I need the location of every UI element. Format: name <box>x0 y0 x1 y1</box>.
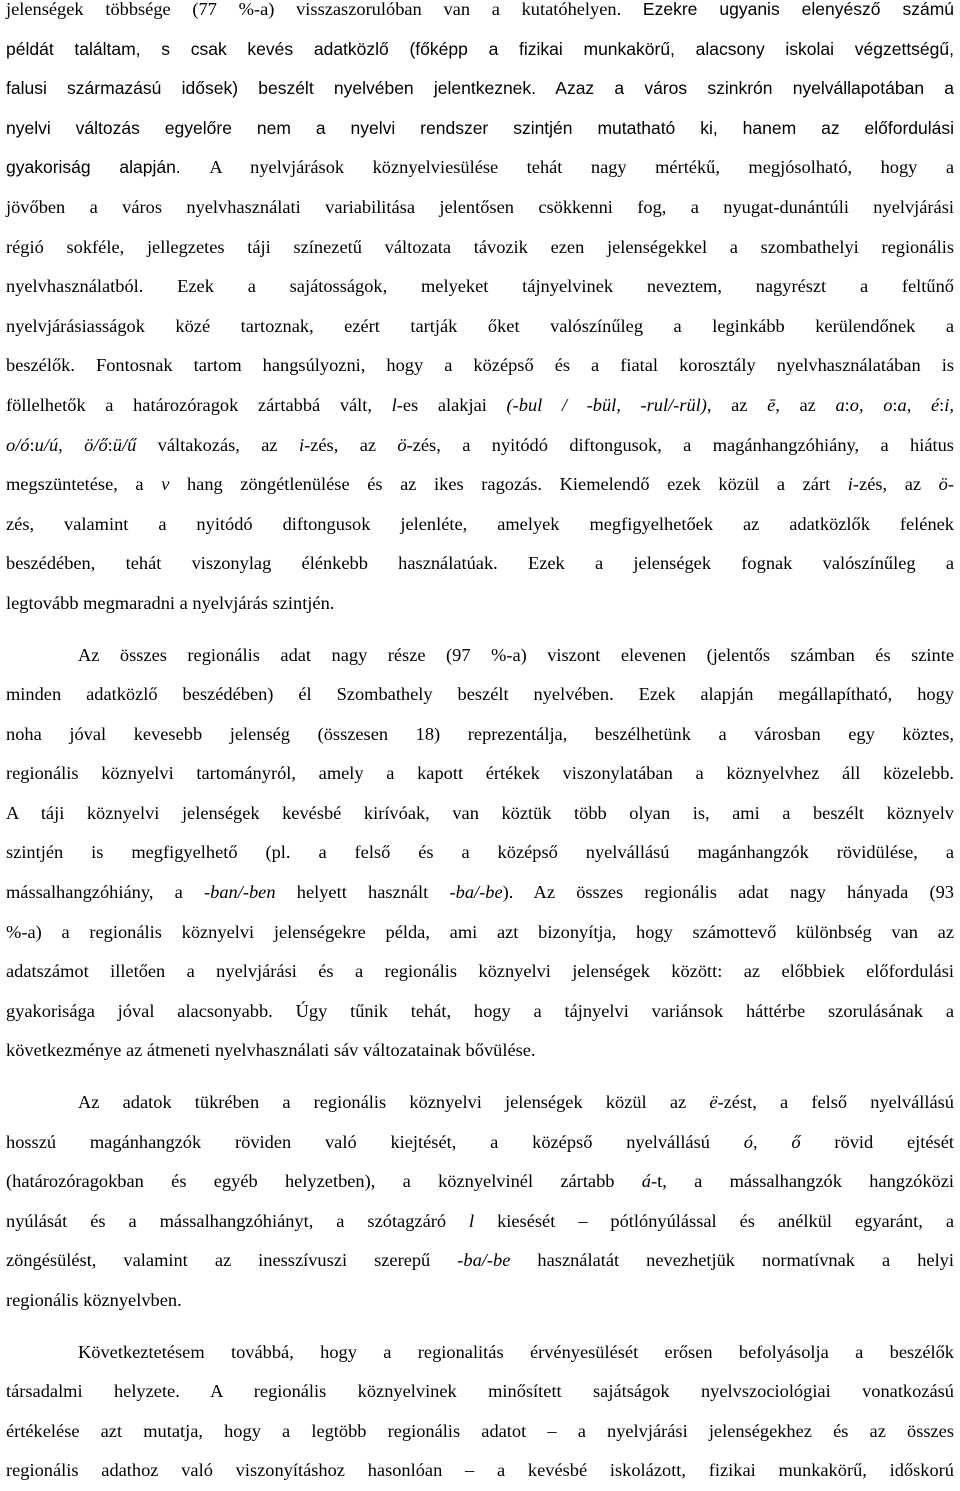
italic-text: i <box>847 474 853 495</box>
text-line <box>6 873 954 913</box>
text-run: az <box>779 394 836 415</box>
text-run: A táji köznyelvi jelenségek kevésbé kirívóak, van köztük több olyan is, ami a beszélt köznyelv <box>6 802 954 823</box>
text-run: példát találtam, s csak kevés adatközlő (főképp a fizikai munkakörű, alacsony iskolai végzettségű, <box>6 38 954 59</box>
text-run: : <box>892 394 898 415</box>
italic-text: u/ú, <box>34 434 63 455</box>
text-line <box>6 346 954 386</box>
italic-text: i, <box>944 394 954 415</box>
italic-text: ü/ű <box>112 434 137 455</box>
text-line <box>6 109 954 149</box>
text-run: zés, valamint a nyitódó diftongusok jelenléte, amelyek megfigyelhetőek az adatközlők felének <box>6 513 954 534</box>
text-line <box>6 1372 954 1412</box>
text-line <box>6 426 954 466</box>
text-line <box>6 1031 954 1071</box>
text-run: : <box>107 434 113 455</box>
text-line <box>6 1162 954 1202</box>
text-run: : <box>29 434 35 455</box>
text-run: rövid ejtését <box>800 1131 954 1152</box>
italic-text: -ba/-be <box>449 882 503 903</box>
text-run: %-a) a regionális köznyelvi jelenségekre példa, ami azt bizonyítja, hogy számottevő különbség van az <box>6 921 954 942</box>
text-run: : <box>844 394 850 415</box>
text-line <box>6 465 954 505</box>
text-line <box>6 148 954 188</box>
text-run: ). Az összes regionális adat nagy hányada (93 <box>502 882 954 903</box>
text-run: Következtetésem továbbá, hogy a regionalitás érvényesülését erősen befolyásolja a beszélők <box>78 1341 954 1362</box>
text-run: szintjén is megfigyelhető (pl. a felső és a középső nyelvállású magánhangzók rövidülése, a <box>6 842 954 863</box>
text-run: -zés, az <box>304 434 398 455</box>
italic-text: -ba/-be <box>457 1250 511 1271</box>
text-run: társadalmi helyzete. A regionális köznyelvinek minősített sajátságok nyelvszociológiai vonatkozású <box>6 1381 954 1402</box>
italic-text: (-bul / -bül, -rul/-rül) <box>506 394 707 415</box>
italic-text: o/ó <box>6 434 30 455</box>
italic-text: l <box>469 1210 475 1231</box>
text-run <box>864 395 884 415</box>
text-run: nyelvjárásiasságok közé tartoznak, ezért tartják őket valószínűleg a leginkább kerülendőnek a <box>6 315 954 336</box>
text-line <box>6 544 954 584</box>
italic-text: ö <box>397 434 407 455</box>
text-run: értékelése azt mutatja, hogy a legtöbb regionális adatot – a nyelvjárási jelenségekhez és az összes <box>6 1420 954 1441</box>
text-line <box>6 675 954 715</box>
text-line <box>6 1412 954 1452</box>
text-run: : <box>939 394 945 415</box>
text-run: regionális köznyelvi tartományról, amely a kapott értékek viszonylatában a köznyelvhez áll közelebb. <box>6 763 954 784</box>
text-run: A nyelvjárások köznyelviesülése tehát nagy mértékű, megjósolható, hogy a <box>209 157 954 178</box>
text-run: adatszámot illetően a nyelvjárási és a regionális köznyelvi jelenségek között: az előbbiek előfordulási <box>6 961 954 982</box>
italic-text: ö/ő <box>84 434 108 455</box>
text-line <box>6 188 954 228</box>
text-run: következménye az átmeneti nyelvhasználati sáv változatainak bővülése. <box>6 1040 536 1061</box>
italic-text: ó, ő <box>743 1131 801 1152</box>
italic-text: -ban/-ben <box>204 882 276 903</box>
text-run: Ezekre ugyanis elenyésző számú <box>642 0 954 19</box>
italic-text: v <box>161 474 170 495</box>
text-line <box>6 636 954 676</box>
text-run: jövőben a város nyelvhasználati variabilitása jelentősen csökkenni fog, a nyugat-dunántúli nyelvjárási <box>6 196 954 217</box>
text-run: -zés, az <box>852 474 939 495</box>
text-run: -t, a mássalhangzók hangzóközi <box>650 1171 954 1192</box>
italic-text: ē, <box>767 394 780 415</box>
italic-text: o <box>883 394 893 415</box>
text-run: zöngésülést, valamint az inesszívuszi szerepű <box>6 1250 458 1271</box>
text-line <box>6 30 954 70</box>
text-run: legtovább megmaradni a nyelvjárás szintjén. <box>6 592 335 613</box>
text-run: gyakoriság alapján. <box>6 157 210 178</box>
text-line <box>6 1333 954 1373</box>
text-run: -es alakjai <box>396 394 507 415</box>
text-run: föllelhetők a határozóragok zártabbá vált, <box>6 394 392 415</box>
text-line <box>6 307 954 347</box>
text-run: helyett használt <box>275 882 450 903</box>
text-run <box>911 395 931 415</box>
text-line <box>6 992 954 1032</box>
text-run: váltakozás, az <box>136 434 299 455</box>
text-line <box>6 754 954 794</box>
text-run: -zést, a felső nyelvállású <box>717 1092 955 1113</box>
text-line <box>6 267 954 307</box>
text-line <box>6 0 954 30</box>
text-run: Az összes regionális adat nagy része (97 %-a) viszont elevenen (jelentős számban és szinte <box>78 644 954 665</box>
text-run: hosszú magánhangzók röviden való kiejtését, a középső nyelvállású <box>6 1131 744 1152</box>
text-line <box>6 584 954 624</box>
text-run: noha jóval kevesebb jelenség (összesen 18) reprezentálja, beszélhetünk a városban egy köztes, <box>6 723 954 744</box>
italic-text: a <box>835 394 845 415</box>
text-run: -zés, a nyitódó diftongusok, a magánhangzóhiány, a hiátus <box>406 434 954 455</box>
document-body <box>6 0 954 1491</box>
text-line <box>6 386 954 426</box>
italic-text: o, <box>849 394 864 415</box>
text-run: nyelvhasználatból. Ezek a sajátosságok, melyeket tájnyelvinek neveztem, nagyrészt a feltűnő <box>6 276 954 297</box>
text-run: falusi származású idősek) beszélt nyelvében jelentkeznek. Azaz a város szinkrón nyelvállapotában a <box>6 78 954 99</box>
text-line <box>6 952 954 992</box>
text-run: nyúlását és a mássalhangzóhiányt, a szótagzáró <box>6 1210 470 1231</box>
text-run: minden adatközlő beszédében) él Szombathely beszélt nyelvében. Ezek alapján megállapítható, hogy <box>6 684 954 705</box>
text-run: jelenségek többsége (77 %-a) visszaszorulóban van a kutatóhelyen. <box>6 0 643 19</box>
text-run: beszélők. Fontosnak tartom hangsúlyozni, hogy a középső és a fiatal korosztály nyelvhasználatában is <box>6 355 954 376</box>
text-run: (határozóragokban és egyéb helyzetben), a köznyelvinél zártabb <box>6 1171 642 1192</box>
italic-text: é <box>930 394 940 415</box>
italic-text: i <box>298 434 305 455</box>
italic-text: ë <box>709 1092 718 1113</box>
text-run: gyakorisága jóval alacsonyabb. Úgy tűnik tehát, hogy a tájnyelvi variánsok háttérbe szorulásának a <box>6 1000 954 1021</box>
text-run: - <box>947 474 954 495</box>
italic-text: ö <box>938 474 948 495</box>
text-line <box>6 794 954 834</box>
text-line <box>6 69 954 109</box>
text-line <box>6 1202 954 1242</box>
text-line <box>6 1083 954 1123</box>
text-run: megszüntetése, a <box>6 474 162 495</box>
text-run: mássalhangzóhiány, a <box>6 882 205 903</box>
text-run <box>63 435 84 455</box>
text-line <box>6 1123 954 1163</box>
text-run: regionális köznyelvben. <box>6 1290 182 1310</box>
text-line <box>6 228 954 268</box>
italic-text: l <box>391 394 397 415</box>
italic-text: a, <box>897 394 912 415</box>
text-line <box>6 505 954 545</box>
text-run: hang zöngétlenülése és az ikes ragozás. Kiemelendő ezek közül a zárt <box>169 474 848 495</box>
text-run: kiesését – pótlónyúlással és anélkül egyaránt, a <box>474 1210 954 1231</box>
text-line <box>6 833 954 873</box>
text-line <box>6 1281 954 1321</box>
text-run: regionális adathoz való viszonyításhoz hasonlóan – a kevésbé iskolázott, fizikai munkakörű, időskorú <box>6 1460 954 1481</box>
italic-text: á <box>641 1171 651 1192</box>
text-run: beszédében, tehát viszonylag élénkebb használatúak. Ezek a jelenségek fognak valószínűleg a <box>6 553 954 574</box>
text-line <box>6 1241 954 1281</box>
text-line <box>6 1451 954 1491</box>
text-run: használatát nevezhetjük normatívnak a helyi <box>510 1250 954 1271</box>
text-run: , az <box>706 394 768 415</box>
text-run: nyelvi változás egyelőre nem a nyelvi rendszer szintjén mutatható ki, hanem az előfordulási <box>6 117 954 138</box>
text-run: régió sokféle, jellegzetes táji színezetű változata távozik ezen jelenségekkel a szombathelyi regionális <box>6 236 954 257</box>
text-line <box>6 715 954 755</box>
text-run: Az adatok tükrében a regionális köznyelvi jelenségek közül az <box>78 1092 710 1113</box>
text-line <box>6 913 954 953</box>
